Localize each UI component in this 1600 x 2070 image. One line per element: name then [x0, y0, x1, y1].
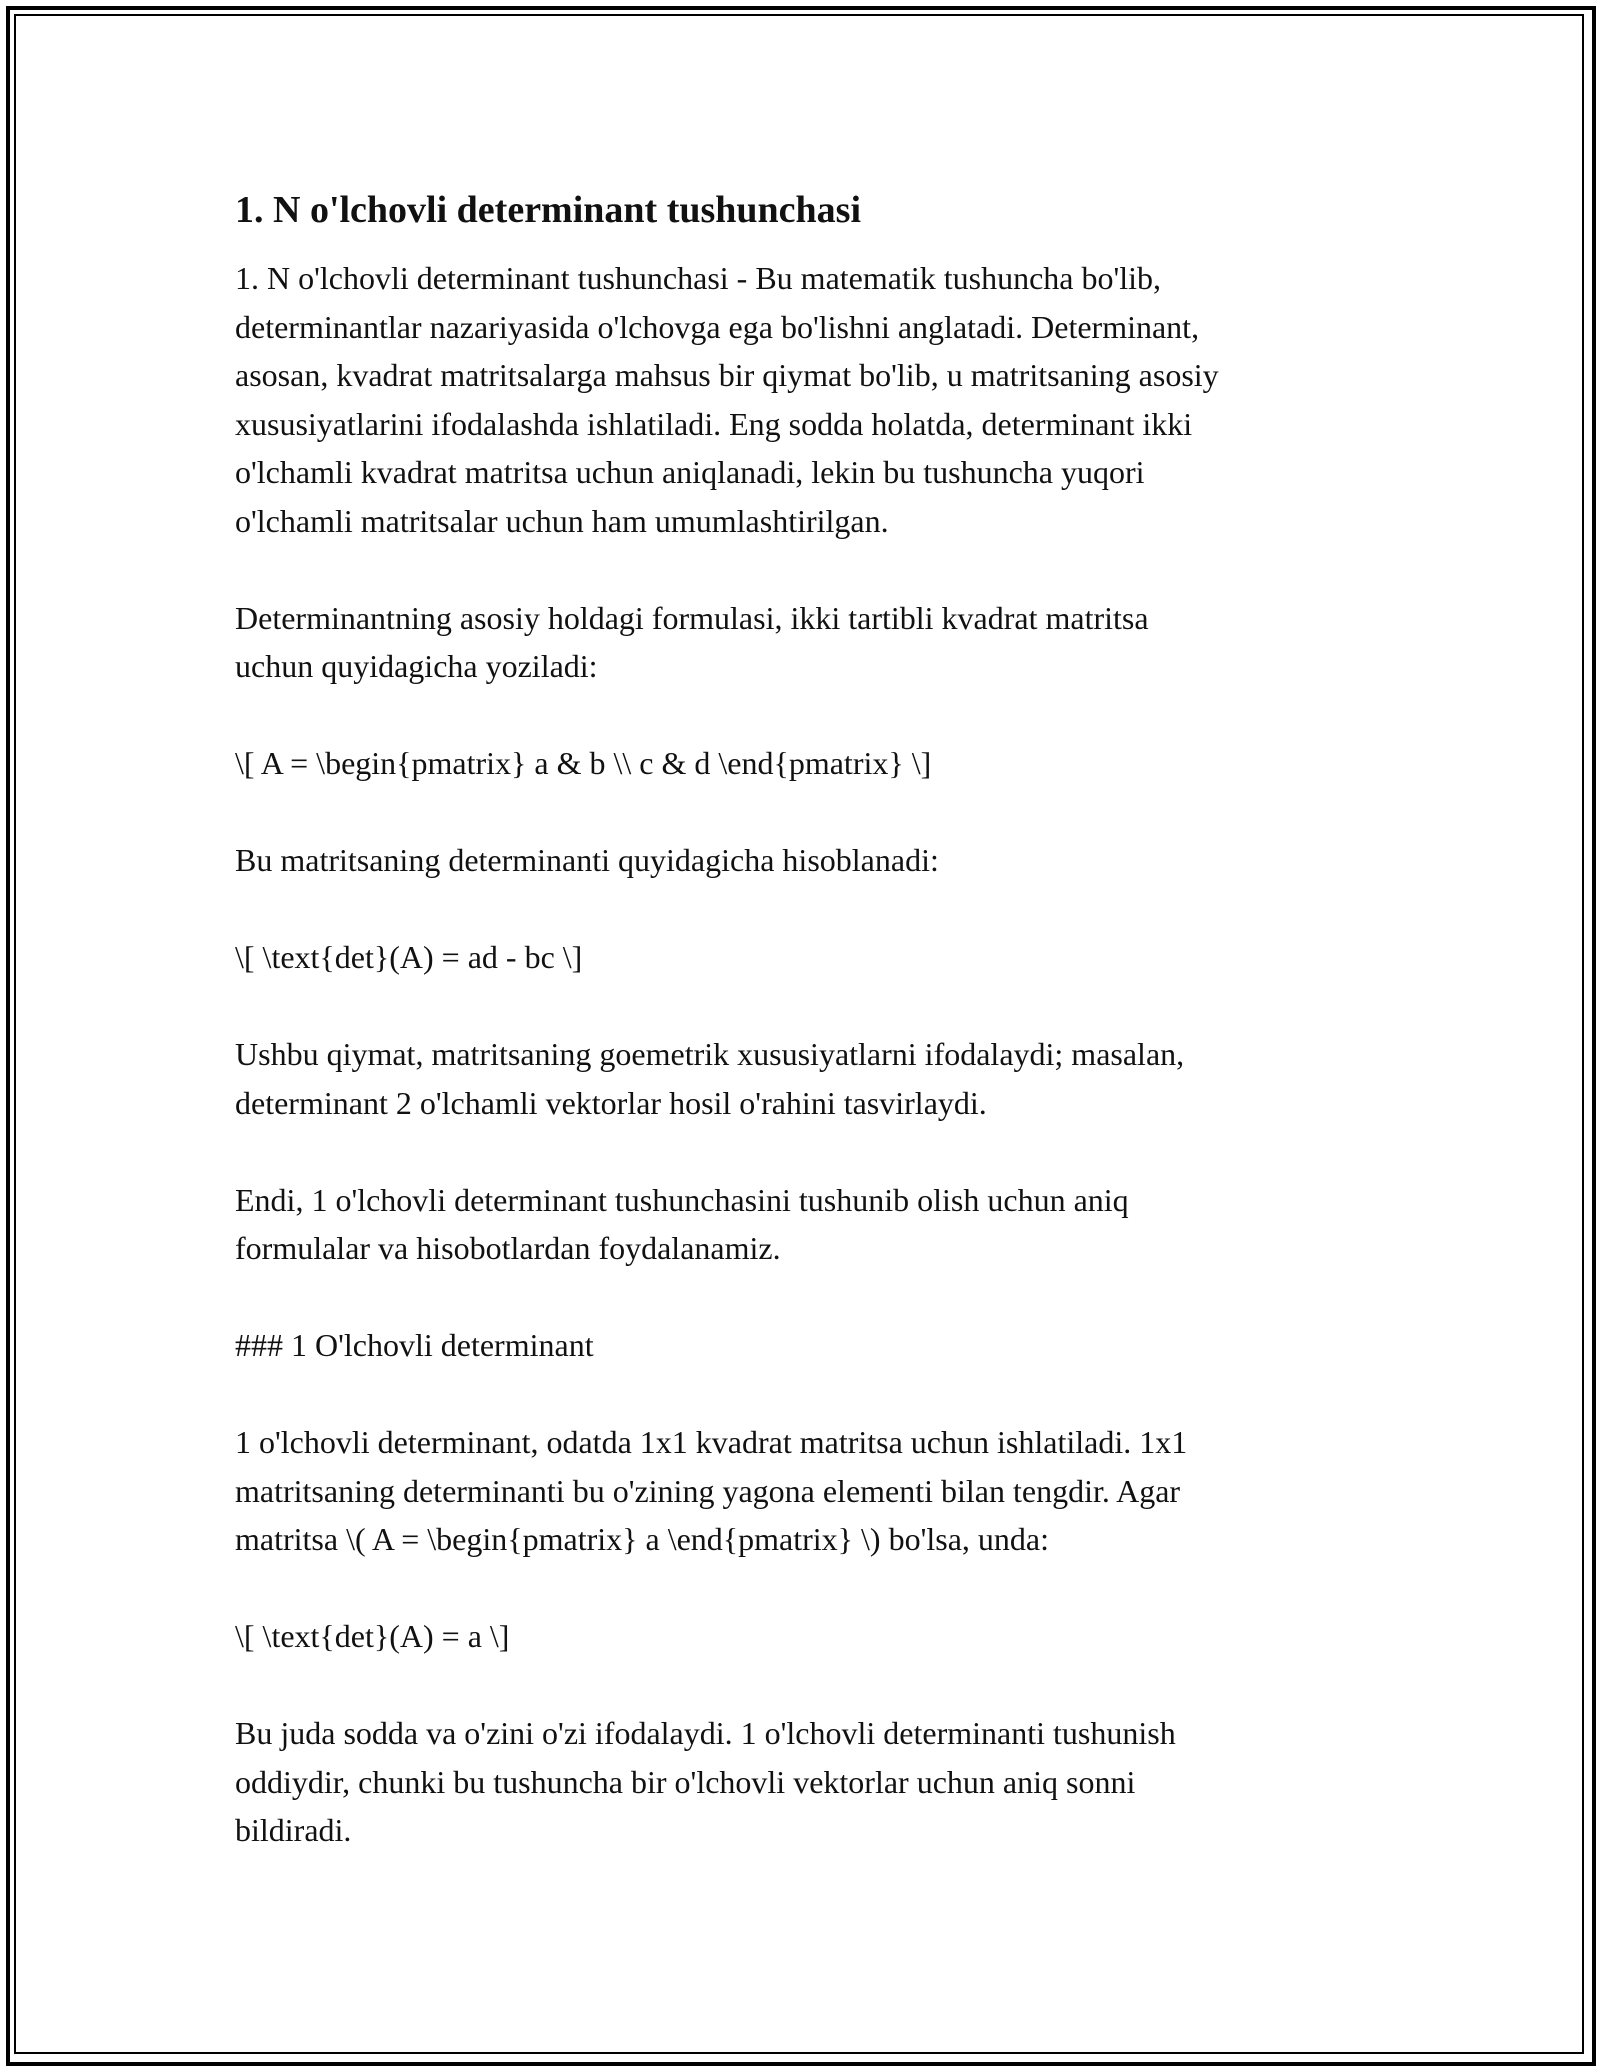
document-body [235, 186, 1375, 1855]
subheading-1d-determinant: ### 1 O'lchovli determinant [235, 1327, 594, 1363]
document-title: 1. N o'lchovli determinant tushunchasi [235, 189, 862, 231]
paragraph-determinant-calc: Bu matritsaning determinanti quyidagicha hisoblanadi: [235, 842, 939, 878]
paragraph-formula-intro: Determinantning asosiy holdagi formulasi, ikki tartibli kvadrat matritsa uchun quyidagicha yoziladi: [235, 599, 1149, 684]
paragraph-geometric: Ushbu qiymat, matritsaning goemetrik xususiyatlarni ifodalaydi; masalan, determinant 2 o'lchamli vektorlar hosil o'rahini tasvirlaydi. [235, 1036, 1185, 1121]
formula-matrix-2x2: \[ A = \begin{pmatrix} a & b \\ c & d \end{pmatrix} \] [235, 745, 932, 781]
paragraph-intro: 1. N o'lchovli determinant tushunchasi - Bu matematik tushuncha bo'lib, determinantlar nazariyasida o'lchovga ega bo'lishni anglatadi. Determinant, asosan, kvadrat matritsalarga mahsus bir qiymat bo'lib, u matritsaning asosiy xususiyatlarini ifodalashda ishlatiladi. Eng sodda holatda, determinant ikki o'lchamli kvadrat matritsa uchun aniqlanadi, lekin bu tushuncha yuqori o'lchamli matritsalar uchun ham umumlashtirilgan. [235, 260, 1219, 539]
formula-det-1x1: \[ \text{det}(A) = a \] [235, 1618, 510, 1654]
paragraph-transition: Endi, 1 o'lchovli determinant tushunchasini tushunib olish uchun aniq formulalar va hisobotlardan foydalanamiz. [235, 1181, 1129, 1266]
paragraph-1d-definition: 1 o'lchovli determinant, odatda 1x1 kvadrat matritsa uchun ishlatiladi. 1x1 matritsaning determinanti bu o'zining yagona elementi bilan tengdir. Agar matritsa \( A = \begin{pmatrix} a \end{pmatrix} \) bo'lsa, unda: [235, 1424, 1188, 1557]
formula-det-2x2: \[ \text{det}(A) = ad - bc \] [235, 939, 583, 975]
paragraph-conclusion: Bu juda sodda va o'zini o'zi ifodalaydi. 1 o'lchovli determinanti tushunish oddiydir, chunki bu tushuncha bir o'lchovli vektorlar uchun aniq sonni bildiradi. [235, 1715, 1176, 1848]
